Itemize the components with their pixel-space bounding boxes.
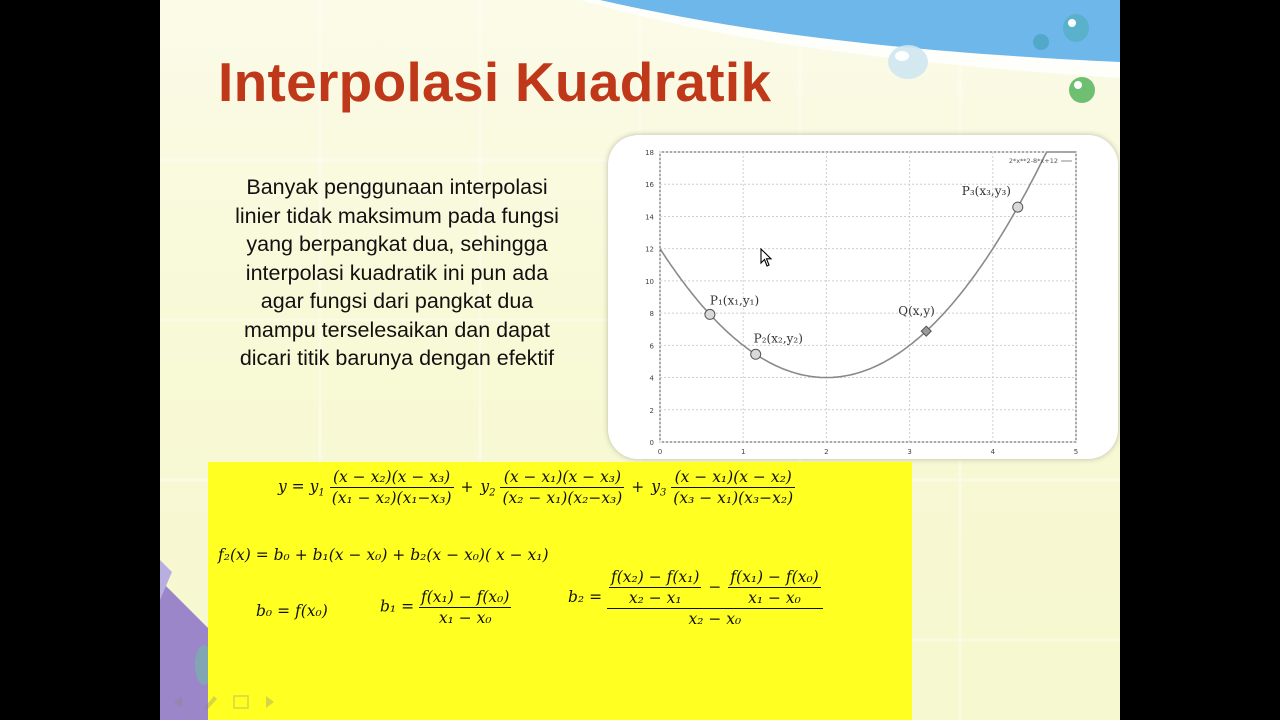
point-label: Q(x,y): [898, 304, 935, 319]
b2-a-numerator: f(x₂) − f(x₁): [611, 568, 700, 586]
previous-slide-icon[interactable]: [174, 696, 182, 708]
data-point: [705, 309, 715, 319]
b0-formula: b₀ = f(x₀): [256, 602, 328, 620]
x-tick-label: 4: [990, 448, 996, 456]
term-1-denominator: (x₁ − x₂)(x₁−x₃): [331, 489, 452, 507]
b2-fraction: [607, 568, 823, 628]
b2-formula: [568, 568, 823, 628]
y-tick-label: 16: [645, 181, 654, 190]
point-label: P₂(x₂,y₂): [753, 331, 803, 346]
menu-icon[interactable]: [234, 696, 248, 708]
y-tick-label: 2: [649, 406, 654, 415]
b1-fraction: [419, 588, 511, 627]
data-point: [1013, 202, 1023, 212]
b2-minus: −: [708, 577, 722, 596]
b2-denominator: x₂ − x₀: [688, 610, 742, 628]
term-1-numerator: (x − x₂)(x − x₃): [330, 468, 454, 488]
lagrange-term-2: [500, 468, 624, 507]
b2-a-denominator: x₂ − x₁: [628, 589, 682, 607]
x-tick-label: 5: [1073, 448, 1079, 456]
body-line: yang berpangkat dua, sehingga: [246, 232, 548, 256]
body-line: interpolasi kuadratik ini pun ada: [245, 260, 549, 285]
b1-denominator: x₁ − x₀: [438, 609, 492, 627]
b2-lhs: b₂ =: [568, 588, 603, 606]
b2-numerator: [607, 568, 823, 609]
point-label: P₁(x₁,y₁): [709, 293, 760, 308]
b2-inner-fraction-a: [609, 568, 701, 607]
y-tick-label: 18: [645, 149, 654, 157]
quadratic-chart: [608, 135, 1118, 459]
body-line: Banyak penggunaan interpolasi: [246, 175, 548, 199]
y-tick-label: 6: [649, 342, 654, 351]
x-tick-label: 3: [907, 448, 912, 456]
next-slide-icon[interactable]: [266, 696, 274, 708]
body-line: mampu terselesaikan dan dapat: [244, 317, 550, 342]
x-tick-label: 1: [740, 448, 746, 456]
term-2-numerator: (x − x₁)(x − x₃): [500, 468, 624, 488]
lagrange-term-1: [330, 468, 454, 507]
lagrange-term-3: [671, 468, 795, 507]
newton-formula: f₂(x) = b₀ + b₁(x − x₀) + b₂(x − x₀)( x − x₁): [218, 546, 549, 564]
b1-numerator: f(x₁) − f(x₀): [421, 588, 510, 606]
slide-navigation-controls[interactable]: [170, 692, 290, 712]
body-paragraph: [202, 173, 592, 373]
data-point: [751, 349, 761, 359]
chart-card: [608, 135, 1118, 459]
b2-inner-fraction-b: [728, 568, 820, 607]
lagrange-lhs: y =: [278, 477, 305, 496]
b1-formula: [380, 588, 511, 627]
y-tick-label: 0: [649, 439, 654, 447]
y2-symbol: y: [480, 477, 490, 496]
slide-title: Interpolasi Kuadratik: [218, 51, 772, 113]
legend-label: 2*x**2-8*x+12: [1008, 157, 1058, 165]
slide: [160, 0, 1120, 720]
body-line: dicari titik barunya dengan efektif: [239, 346, 555, 370]
term-2-denominator: (x₂ − x₁)(x₂−x₃): [502, 489, 623, 507]
b2-b-denominator: x₁ − x₀: [748, 589, 801, 607]
x-tick-label: 2: [824, 448, 829, 456]
point-label: P₃(x₃,y₃): [961, 184, 1011, 199]
y-tick-label: 12: [645, 245, 654, 254]
term-3-denominator: (x₃ − x₁)(x₃−x₂): [673, 489, 794, 507]
b1-lhs: b₁ =: [380, 597, 415, 616]
y-tick-label: 14: [645, 213, 654, 222]
b2-b-numerator: f(x₁) − f(x₀): [730, 568, 819, 586]
formula-box: [208, 462, 912, 720]
y-tick-label: 8: [649, 310, 654, 319]
y-tick-label: 4: [649, 374, 654, 383]
y3-symbol: y: [651, 477, 660, 496]
lagrange-formula: $y = y_1$ $\frac{\text{(x − x₂)(x − x₃)}}{\text{(x₁ − x₂)(x₁−x₃)}}$ + $y_2$ $\frac{\text{(x − x₁)(x − x₃)}}{\text{(x₂ − x₁)(x₂−x₃)}}$ + $y_3$ $\frac{\text{(x − x₁)(x − x₂)}}{\text{(x₃ − x₁)(x₃−x₂)}}$: [278, 468, 794, 507]
body-line: linier tidak maksimum pada fungsi: [235, 203, 559, 228]
x-tick-label: 0: [657, 448, 663, 456]
body-line: agar fungsi dari pangkat dua: [260, 289, 534, 313]
mouse-cursor-icon: [760, 248, 774, 268]
pen-icon[interactable]: [204, 696, 217, 710]
y-tick-label: 10: [645, 277, 654, 286]
y1-symbol: y: [309, 477, 319, 496]
term-3-numerator: (x − x₁)(x − x₂): [671, 468, 795, 488]
